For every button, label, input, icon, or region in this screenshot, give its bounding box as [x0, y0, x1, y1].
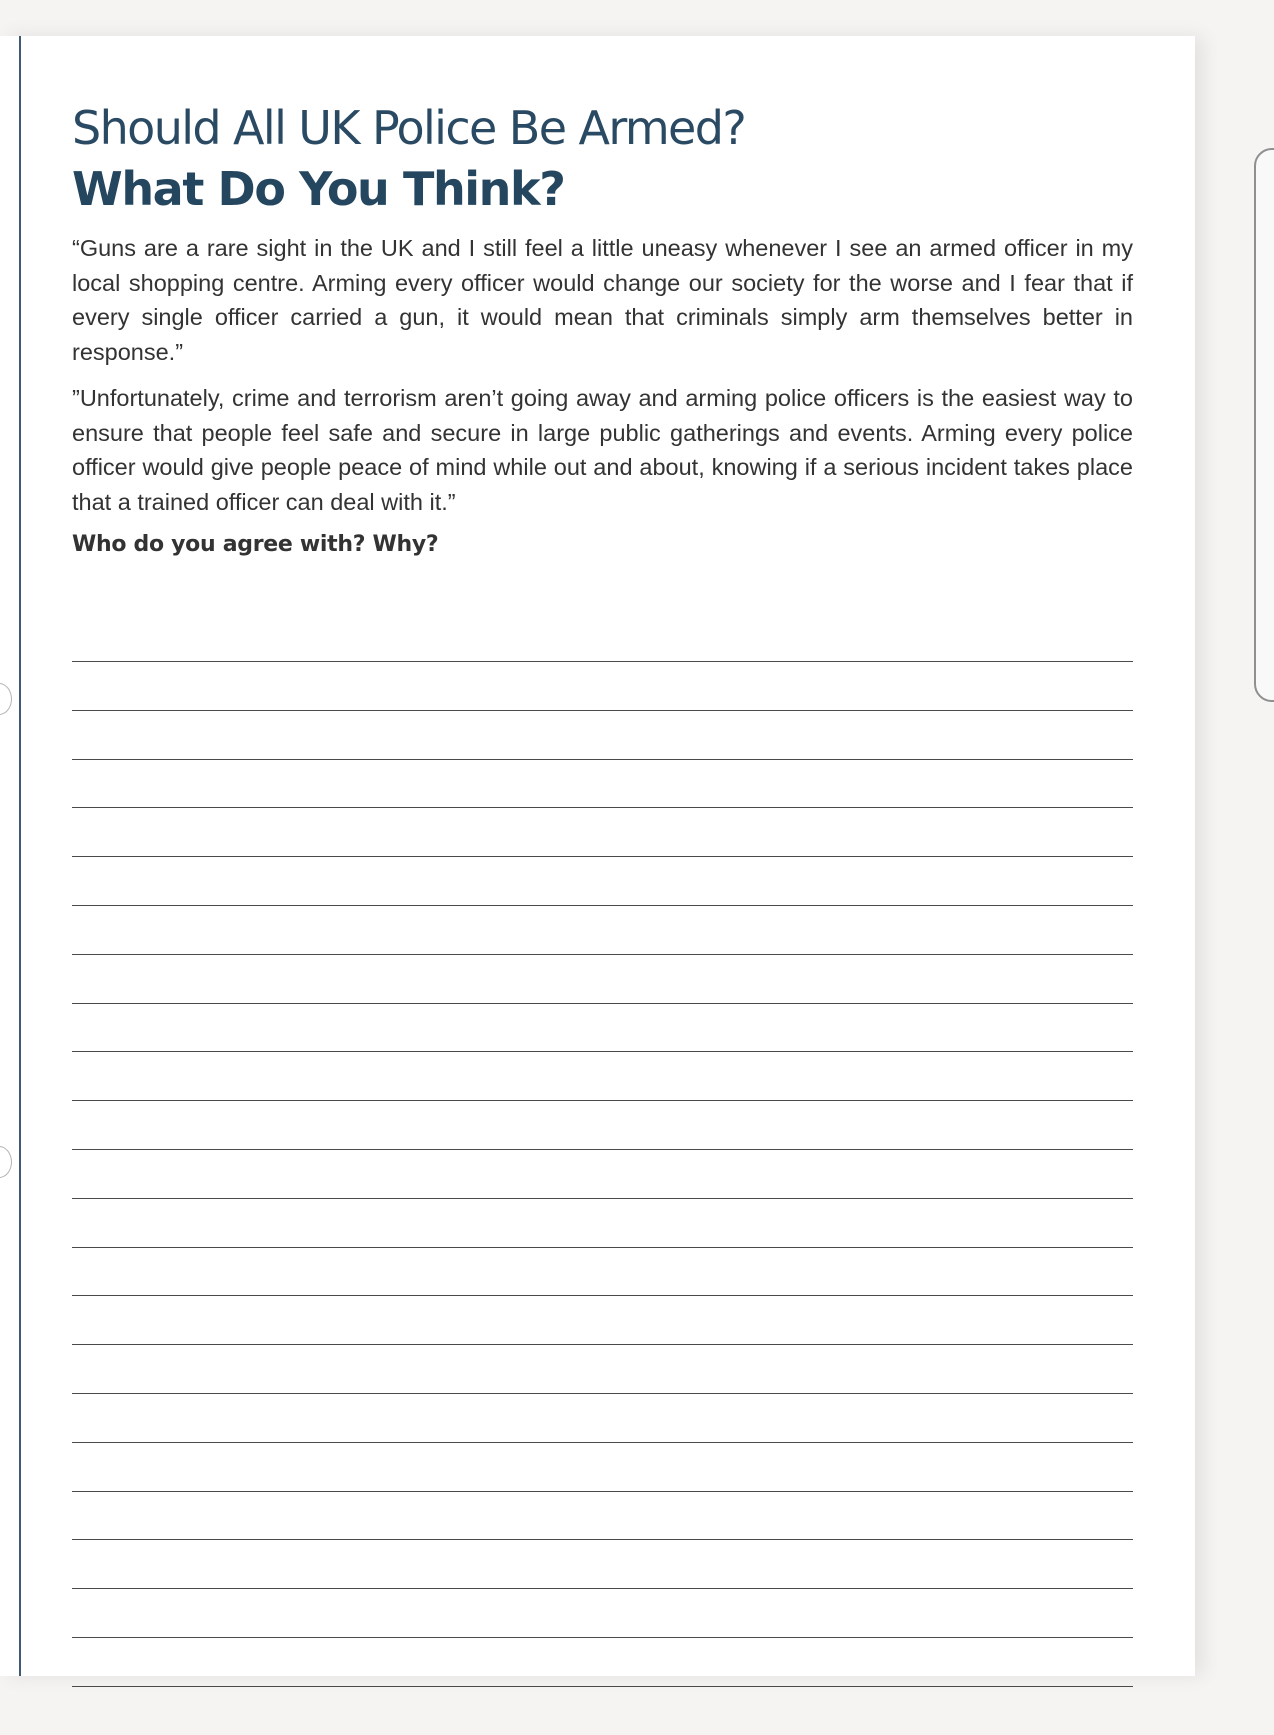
- answer-line[interactable]: [72, 856, 1133, 905]
- discussion-question: Who do you agree with? Why?: [72, 532, 439, 557]
- opinion-quote-for: ”Unfortunately, crime and terrorism aren’t going away and arming police officers is the easiest way to ensure that people feel safe and secure in large public gatherings and events. Arming every police officer would give people peace of mind while out and about, knowing if a serious incident takes place that a trained officer can deal with it.”: [72, 385, 1133, 515]
- binder-ring-hole: [0, 683, 12, 715]
- page-margin-rule: [19, 36, 21, 1676]
- answer-line[interactable]: [72, 1588, 1133, 1637]
- answer-line[interactable]: [72, 1198, 1133, 1247]
- answer-writing-area[interactable]: [72, 661, 1133, 1735]
- answer-line[interactable]: [72, 1686, 1133, 1735]
- worksheet-title: Should All UK Police Be Armed?: [72, 101, 746, 155]
- answer-line[interactable]: [72, 1491, 1133, 1540]
- binder-ring-hole: [0, 1146, 12, 1178]
- side-panel-tab[interactable]: [1254, 148, 1274, 702]
- answer-line[interactable]: [72, 1051, 1133, 1100]
- answer-line[interactable]: [72, 1003, 1133, 1052]
- answer-line[interactable]: [72, 661, 1133, 710]
- worksheet-page: [0, 36, 1195, 1676]
- worksheet-content: [72, 98, 1133, 561]
- answer-line[interactable]: [72, 1539, 1133, 1588]
- opinion-quote-against: “Guns are a rare sight in the UK and I still feel a little uneasy whenever I see an armed officer in my local shopping centre. Arming every officer would change our society for the worse and I fear that if every single officer carried a gun, it would mean that criminals simply arm themselves better in response.”: [72, 235, 1133, 365]
- answer-line[interactable]: [72, 1344, 1133, 1393]
- answer-line[interactable]: [72, 1442, 1133, 1491]
- answer-line[interactable]: [72, 905, 1133, 954]
- answer-line[interactable]: [72, 710, 1133, 759]
- answer-line[interactable]: [72, 1295, 1133, 1344]
- answer-line[interactable]: [72, 1393, 1133, 1442]
- answer-line[interactable]: [72, 1637, 1133, 1686]
- answer-line[interactable]: [72, 1247, 1133, 1296]
- answer-line[interactable]: [72, 954, 1133, 1003]
- answer-line[interactable]: [72, 1149, 1133, 1198]
- worksheet-subtitle: What Do You Think?: [72, 162, 565, 216]
- answer-line[interactable]: [72, 1100, 1133, 1149]
- answer-line[interactable]: [72, 759, 1133, 808]
- answer-line[interactable]: [72, 807, 1133, 856]
